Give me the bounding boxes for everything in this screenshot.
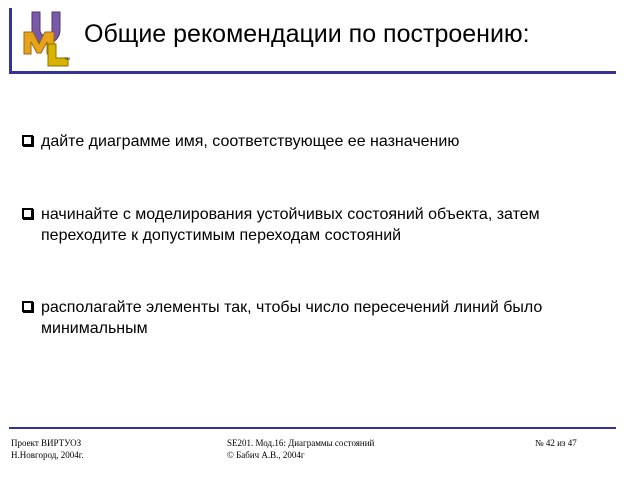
page-number: № 42 из 47 [535, 438, 577, 448]
list-item [20, 131, 620, 152]
footer-left [11, 437, 84, 461]
footer-course: SE201. Мод.16: Диаграммы состояний [227, 438, 375, 448]
list-item-text-line2: переходите к допустимым переходам состояний [41, 227, 402, 244]
title-divider [9, 71, 616, 74]
list-item-text-line2: минимальным [41, 320, 148, 337]
list-item [20, 204, 620, 246]
footer-project: Проект ВИРТУОЗ [11, 438, 82, 448]
footer-divider [9, 427, 616, 429]
logo-tm: TM [64, 56, 70, 61]
list-item-text-line1: начинайте с моделирования устойчивых состояний объекта, затем [41, 206, 540, 223]
uml-logo-icon [22, 10, 74, 68]
footer-center [227, 437, 374, 461]
header-accent-bar [9, 8, 12, 72]
list-item [20, 297, 620, 339]
page-title: Общие рекомендации по построению: [84, 20, 530, 48]
checkbox-bullet-icon [22, 135, 33, 146]
checkbox-bullet-icon [22, 208, 33, 219]
footer-copyright: © Бабич А.В., 2004г [227, 450, 305, 460]
list-item-text-line1: располагайте элементы так, чтобы число пересечений линий было [41, 299, 543, 316]
footer-city-year: Н.Новгород, 2004г. [11, 450, 84, 460]
list-item-text: дайте диаграмме имя, соответствующее ее назначению [41, 133, 460, 150]
checkbox-bullet-icon [22, 301, 33, 312]
